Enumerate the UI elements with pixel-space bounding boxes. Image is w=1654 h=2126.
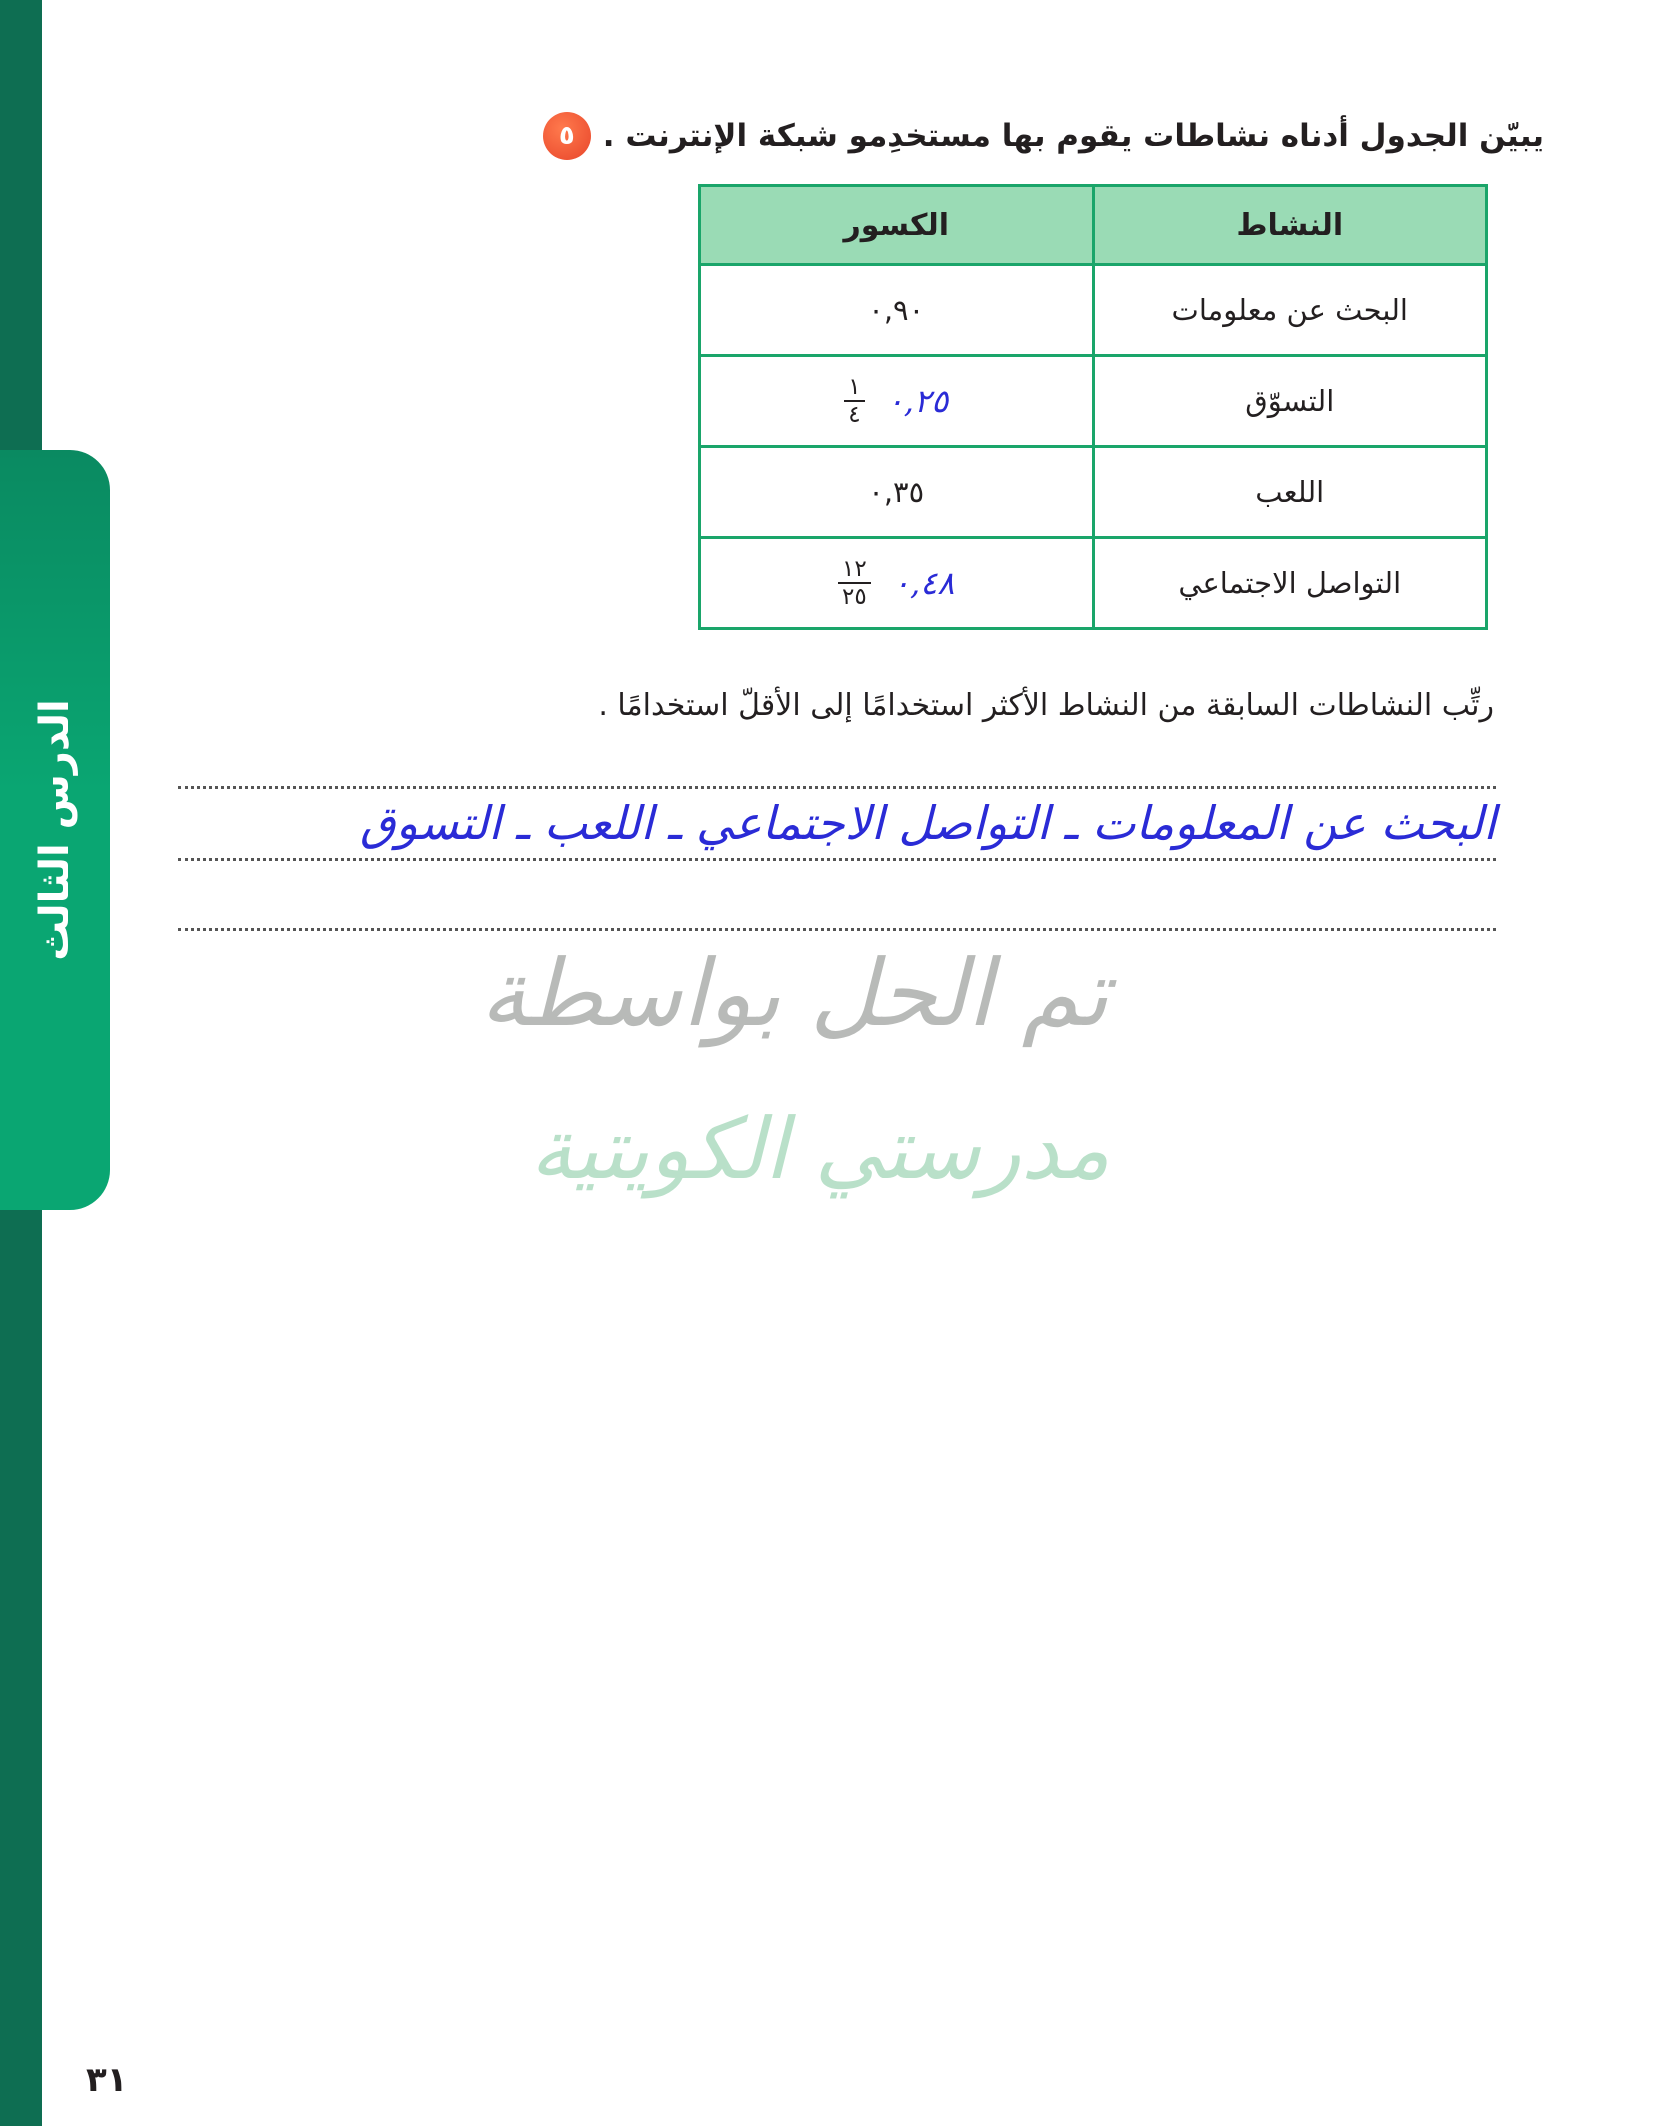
watermark-line-1: تم الحل بواسطة [480, 940, 1109, 1047]
activity-cell: البحث عن معلومات [1093, 265, 1487, 356]
fraction [844, 374, 864, 428]
header-fractions: الكسور [700, 186, 1094, 265]
question-number-badge: ٥ [543, 112, 591, 160]
fraction-numerator: ١٢ [838, 556, 871, 584]
fraction [838, 556, 871, 610]
question-text: يبيّن الجدول أدناه نشاطات يقوم بها مستخدِمو شبكة الإنترنت . [602, 118, 1544, 154]
fraction-cell-content [701, 374, 1092, 428]
lesson-label: الدرس الثالث [32, 699, 78, 961]
watermark-line-2: مدرستي الكويتية [530, 1100, 1110, 1198]
instruction-text: رتِّب النشاطات السابقة من النشاط الأكثر استخدامًا إلى الأقلّ استخدامًا . [598, 688, 1494, 723]
handwritten-decimal: ٠,٢٥ [886, 382, 949, 420]
fraction-cell: ٠,٩٠ [700, 265, 1094, 356]
fraction-cell [700, 538, 1094, 629]
handwritten-answer: البحث عن المعلومات ـ التواصل الاجتماعي ـ اللعب ـ التسوق [360, 796, 1496, 850]
fraction-denominator: ٢٥ [842, 584, 867, 610]
activities-table-wrapper [698, 184, 1488, 630]
answer-line [178, 928, 1496, 931]
fraction-cell: ٠,٣٥ [700, 447, 1094, 538]
fraction-numerator: ١ [844, 374, 864, 402]
activity-cell: اللعب [1093, 447, 1487, 538]
fraction-denominator: ٤ [848, 402, 861, 428]
page-number: ٣١ [86, 2060, 128, 2100]
fraction-cell-content [701, 556, 1092, 610]
activity-cell: التواصل الاجتماعي [1093, 538, 1487, 629]
answer-line [178, 858, 1496, 861]
table-header-row [700, 186, 1487, 265]
fraction-cell [700, 356, 1094, 447]
question-header [543, 112, 1544, 160]
table-row [700, 447, 1487, 538]
table-row [700, 265, 1487, 356]
table-row [700, 356, 1487, 447]
lesson-side-tab [0, 450, 110, 1210]
activities-table [698, 184, 1488, 630]
handwritten-decimal: ٠,٤٨ [892, 564, 955, 602]
header-activity: النشاط [1093, 186, 1487, 265]
activity-cell: التسوّق [1093, 356, 1487, 447]
table-row [700, 538, 1487, 629]
answer-line [178, 786, 1496, 789]
